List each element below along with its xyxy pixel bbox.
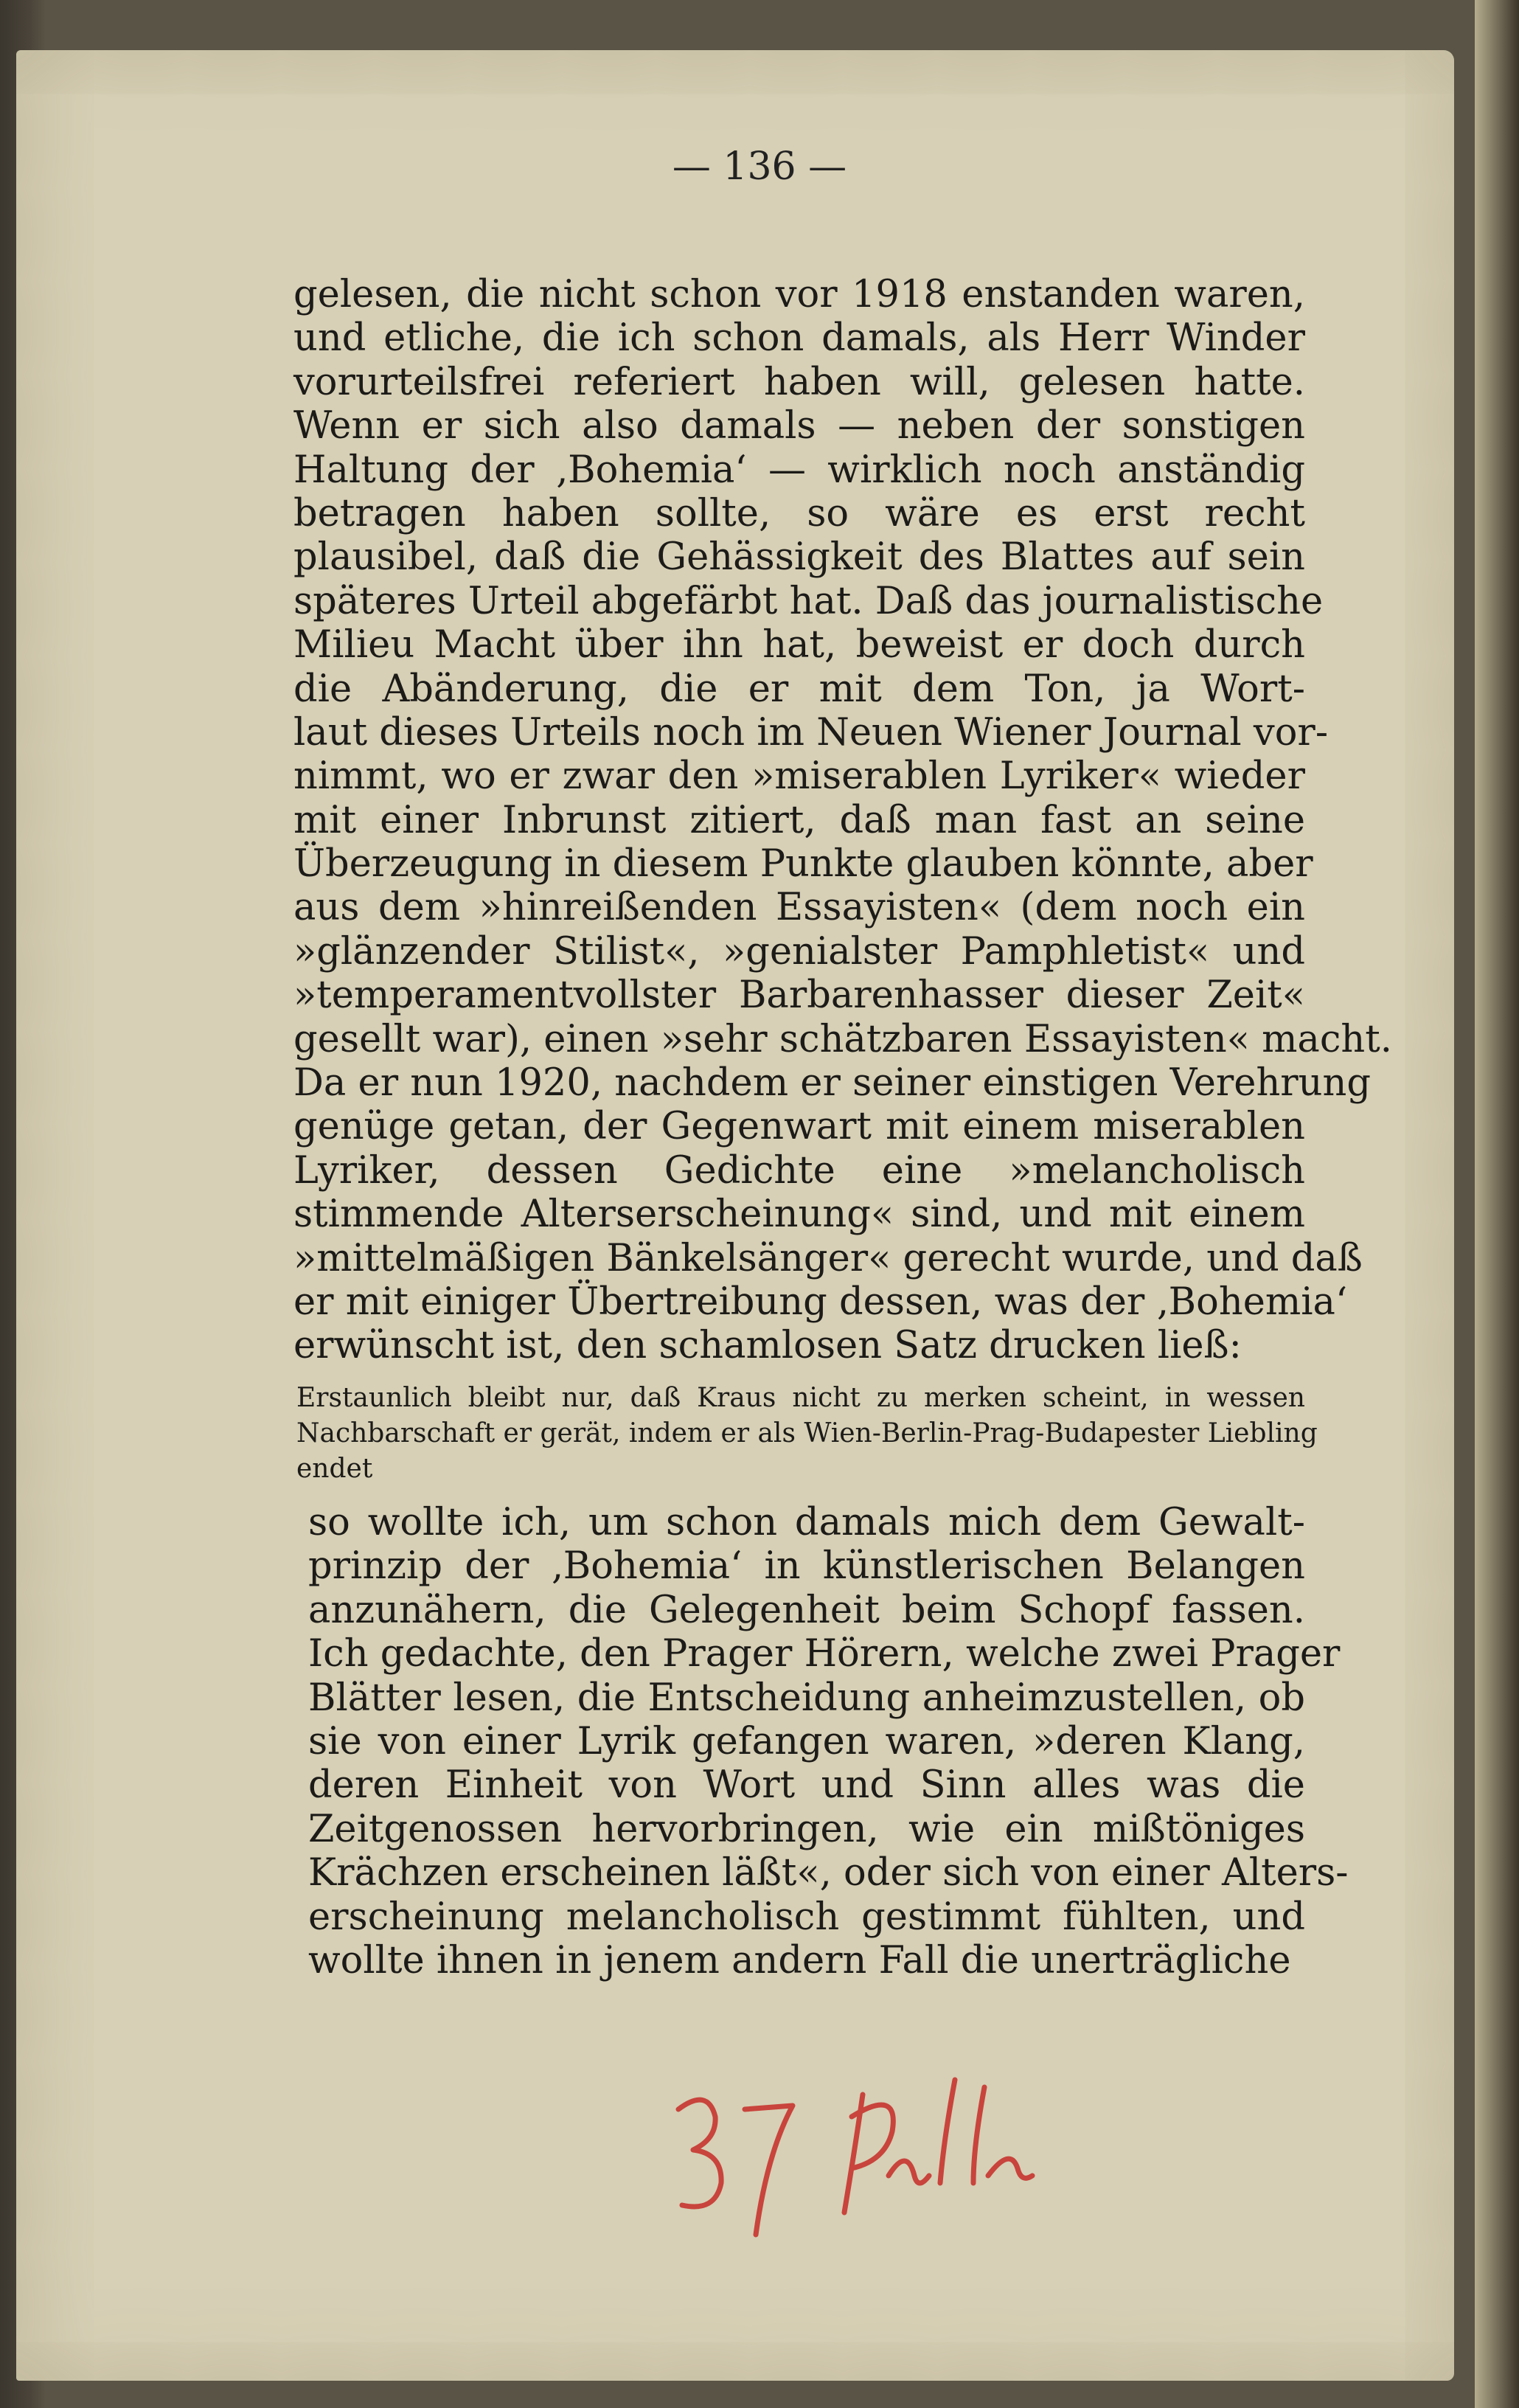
footnote-line: endet bbox=[296, 1454, 373, 1484]
footnote bbox=[296, 1381, 1318, 1487]
text-line: Milieu Macht über ihn hat, beweist er doch durch bbox=[293, 623, 1305, 667]
text-line: er mit einiger Übertreibung dessen, was der ‚Bohemia‘ bbox=[293, 1280, 1348, 1324]
text-line: nimmt, wo er zwar den »miserablen Lyriker« wieder bbox=[293, 754, 1305, 799]
text-line: Da er nun 1920, nachdem er seiner einstigen Verehrung bbox=[293, 1061, 1372, 1106]
text-line: erwünscht ist, den schamlosen Satz drucken ließ: bbox=[293, 1324, 1242, 1368]
text-line: deren Einheit von Wort und Sinn alles was die bbox=[308, 1763, 1305, 1808]
text-line: Überzeugung in diesem Punkte glauben könnte, aber bbox=[293, 842, 1313, 886]
text-line: Blätter lesen, die Entscheidung anheimzustellen, ob bbox=[308, 1676, 1305, 1720]
text-line: gesellt war), einen »sehr schätzbaren Essayisten« macht. bbox=[293, 1017, 1392, 1061]
text-line: Zeitgenossen hervorbringen, wie ein mißtöniges bbox=[308, 1807, 1305, 1851]
text-line: stimmende Alterserscheinung« sind, und mit einem bbox=[293, 1193, 1305, 1237]
text-line: späteres Urteil abgefärbt hat. Daß das journalistische bbox=[293, 579, 1324, 623]
text-line: Haltung der ‚Bohemia‘ — wirklich noch anständig bbox=[293, 448, 1305, 492]
text-line: erscheinung melancholisch gestimmt fühlten, und bbox=[308, 1895, 1305, 1939]
text-line: so wollte ich, um schon damals mich dem Gewalt- bbox=[308, 1501, 1305, 1544]
text-line: Lyriker, dessen Gedichte eine »melancholisch bbox=[293, 1148, 1305, 1193]
text-line: Ich gedachte, den Prager Hörern, welche zwei Prager bbox=[308, 1632, 1341, 1676]
text-line: gelesen, die nicht schon vor 1918 enstanden waren, bbox=[293, 273, 1305, 316]
text-line: Krächzen erscheinen läßt«, oder sich von einer Alters- bbox=[308, 1851, 1349, 1895]
text-line: laut dieses Urteils noch im Neuen Wiener Journal vor- bbox=[293, 710, 1329, 754]
footnote-line: Erstaunlich bleibt nur, daß Kraus nicht zu merken scheint, in wessen bbox=[296, 1383, 1305, 1413]
second-paragraph bbox=[308, 1501, 1349, 1982]
handwritten-annotation bbox=[664, 2065, 1077, 2257]
text-line: wollte ihnen in jenem andern Fall die unerträgliche bbox=[308, 1938, 1291, 1982]
text-line: aus dem »hinreißenden Essayisten« (dem noch ein bbox=[293, 886, 1305, 930]
text-line: genüge getan, der Gegenwart mit einem miserablen bbox=[293, 1105, 1305, 1149]
text-line: »glänzender Stilist«, »genialster Pamphletist« und bbox=[293, 929, 1305, 974]
book-edge bbox=[1475, 0, 1519, 2408]
text-line: anzunähern, die Gelegenheit beim Schopf fassen. bbox=[308, 1588, 1305, 1632]
text-line: betragen haben sollte, so wäre es erst recht bbox=[293, 491, 1305, 535]
page-number: — 136 — bbox=[672, 145, 847, 189]
text-line: mit einer Inbrunst zitiert, daß man fast an seine bbox=[293, 798, 1305, 842]
footnote-line: Nachbarschaft er gerät, indem er als Wien-Berlin-Prag-Budapester Liebling bbox=[296, 1418, 1318, 1448]
text-line: und etliche, die ich schon damals, als Herr Winder bbox=[293, 316, 1305, 361]
text-line: »mittelmäßigen Bänkelsänger« gerecht wurde, und daß bbox=[293, 1236, 1363, 1280]
text-line: »temperamentvollster Barbarenhasser dieser Zeit« bbox=[293, 974, 1305, 1018]
handwritten-mark bbox=[678, 2080, 1032, 2235]
text-line: Wenn er sich also damals — neben der sonstigen bbox=[293, 404, 1305, 448]
text-line: plausibel, daß die Gehässigkeit des Blattes auf sein bbox=[293, 535, 1305, 580]
text-line: sie von einer Lyrik gefangen waren, »deren Klang, bbox=[308, 1719, 1305, 1763]
text-line: prinzip der ‚Bohemia‘ in künstlerischen Belangen bbox=[308, 1544, 1305, 1589]
main-paragraph bbox=[293, 273, 1392, 1368]
text-line: die Abänderung, die er mit dem Ton, ja Wort- bbox=[293, 667, 1305, 711]
text-line: vorurteilsfrei referiert haben will, gelesen hatte. bbox=[293, 360, 1305, 404]
